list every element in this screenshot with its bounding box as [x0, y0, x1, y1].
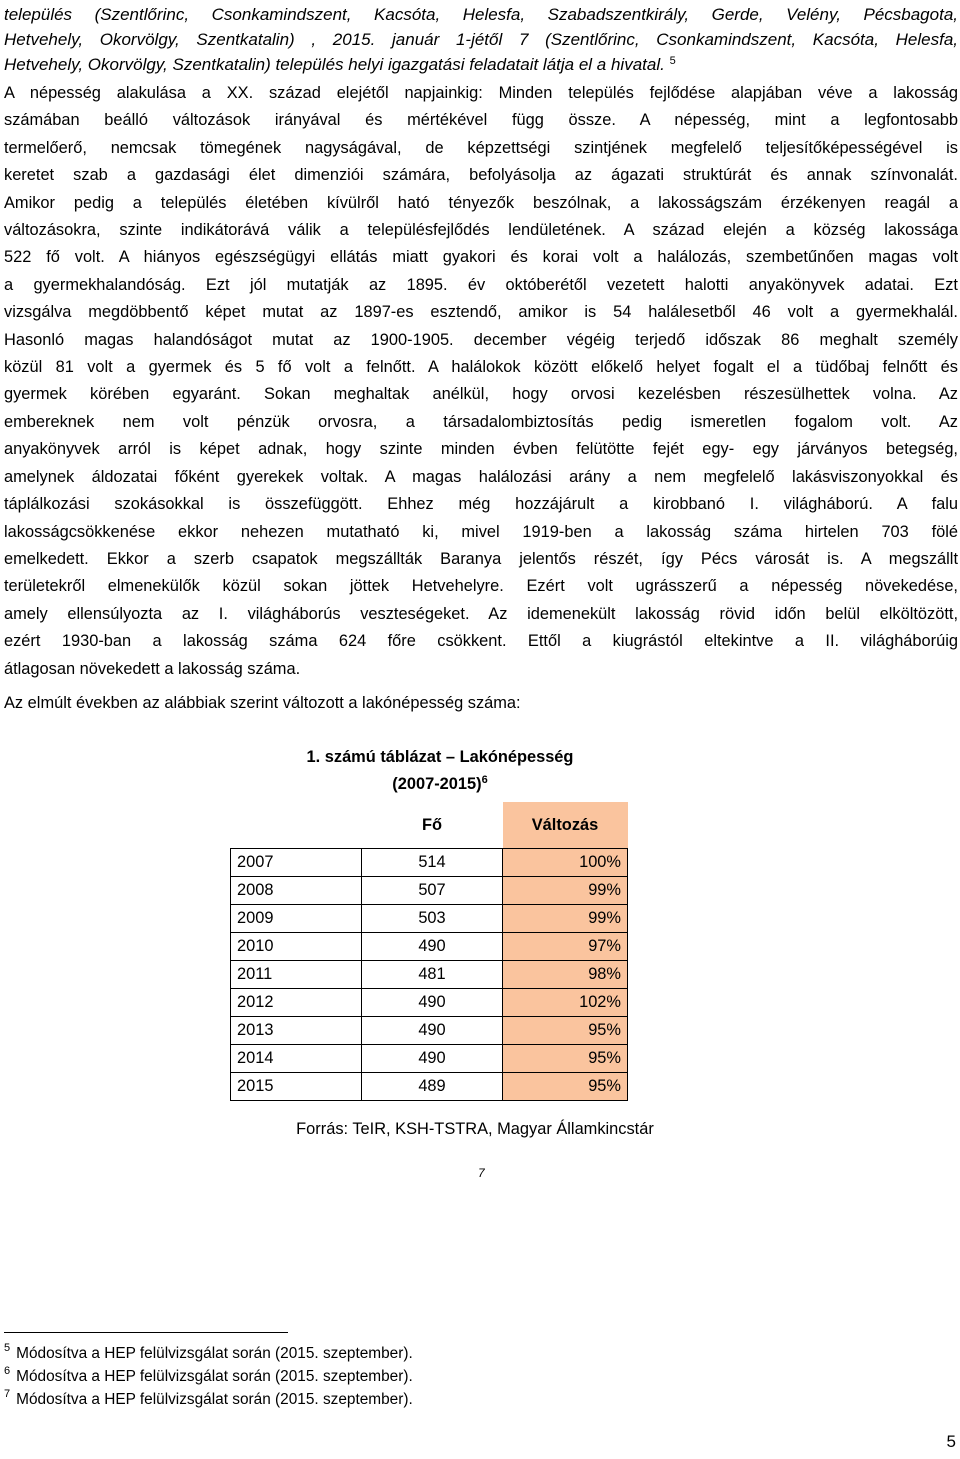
table-row	[231, 989, 628, 1017]
table-title: 1. számú táblázat – Lakónépesség	[306, 748, 574, 766]
table-intro: Az elmúlt években az alábbiak szerint változott a lakónépesség száma:	[4, 694, 521, 712]
footnote-number: 5	[4, 1342, 11, 1354]
change-cell: 99%	[503, 877, 628, 905]
change-cell: 95%	[503, 1045, 628, 1073]
paragraph-line: közül 81 volt a gyermek és 5 fő volt a felnőtt. A halálokok között előkelő helyet fogalt el a tüdőbaj felnőtt és	[4, 358, 958, 377]
year-cell: 2013	[231, 1017, 362, 1045]
table-subtitle: (2007-2015)$^6$	[392, 774, 488, 793]
paragraph-line: lakosságcsökkenése ekkor nehezen mutatható ki, mivel 1919-ben a lakosság száma hirtelen 703 fölé	[4, 522, 958, 541]
population-cell: 507	[362, 877, 503, 905]
table-row	[231, 933, 628, 961]
table-row	[231, 961, 628, 989]
paragraph-line: termelőerő, nemcsak tömegének nagyságával, de képzettségi szintjének megfelelő teljesítőképességével is	[4, 138, 958, 157]
paragraph-line: számában beálló változások irányával és mértékével függ össze. A népesség, mint a legfontosabb	[4, 111, 958, 130]
table-row	[231, 905, 628, 933]
paragraph-line: amely ellensúlyozta az I. világháborús veszteségeket. Az idemenekült lakosság rövid időn belül elköltözött,	[4, 604, 958, 623]
paragraph-line: gyermek körében egyaránt. Sokan meghaltak anélkül, hogy orvosi kezelésben részesülhettek volna. Az	[4, 385, 958, 404]
paragraph-line: Hasonló magas halandóságot mutat az 1900-1905. december végéig terjedő időszak 86 meghalt személy	[4, 330, 958, 349]
table-header-row	[231, 802, 628, 849]
table-row	[231, 1045, 628, 1073]
year-cell: 2015	[231, 1073, 362, 1101]
population-cell: 490	[362, 1045, 503, 1073]
year-cell: 2014	[231, 1045, 362, 1073]
population-table	[230, 802, 628, 1101]
year-cell: 2009	[231, 905, 362, 933]
change-cell: 99%	[503, 905, 628, 933]
paragraph-line: átlagosan növekedett a lakosság száma.	[4, 659, 301, 678]
change-cell: 97%	[503, 933, 628, 961]
paragraph-line: Amikor pedig a település életében kívülről ható tényezők beszólnak, a lakosságszám érzékenyen reagál a	[4, 193, 958, 212]
paragraph-line: változásokra, szinte indikátorává válik a településfejlődés lendületének. A század elején a község lakossága	[4, 221, 958, 240]
table-source: Forrás: TeIR, KSH-TSTRA, Magyar Államkincstár	[296, 1120, 654, 1138]
year-cell: 2012	[231, 989, 362, 1017]
year-cell: 2008	[231, 877, 362, 905]
population-cell: 490	[362, 933, 503, 961]
header-valtozas: Változás	[503, 802, 628, 849]
change-cell: 95%	[503, 1073, 628, 1101]
paragraph-line: anyakönyvek arról is képet adnak, hogy szinte minden évben felütötte fejét egy- egy járványos betegség,	[4, 440, 958, 459]
footnote-number: 7	[4, 1388, 11, 1400]
note-line: település (Szentlőrinc, Csonkamindszent, Kacsóta, Helesfa, Szabadszentkirály, Gerde, Velény, Pécsbagota,	[4, 5, 958, 24]
header-year	[231, 802, 362, 849]
paragraph-line: embereknek nem volt pénzük orvosra, a társadalombiztosítás pedig ismeretlen fogalom volt. Az	[4, 412, 958, 431]
change-cell: 102%	[503, 989, 628, 1017]
page-number: 5	[946, 1432, 956, 1451]
administrative-note	[4, 2, 958, 77]
note-line: Hetvehely, Okorvölgy, Szentkatalin) , 2015. január 1-jétől 7 (Szentlőrinc, Csonkamindszent, Kacsóta, Helesfa,	[4, 30, 958, 49]
change-cell: 98%	[503, 961, 628, 989]
population-cell: 489	[362, 1073, 503, 1101]
paragraph-line: ezért 1930-ban a lakosság száma 624 főre csökkent. Ettől a kiugrástól eltekintve a II. világháborúig	[4, 632, 958, 651]
table-row	[231, 1073, 628, 1101]
footnote-ref: 5	[669, 55, 676, 67]
header-fo: Fő	[421, 815, 443, 834]
year-cell: 2010	[231, 933, 362, 961]
population-cell: 514	[362, 849, 503, 877]
year-cell: 2007	[231, 849, 362, 877]
paragraph-line: területekről elmenekülők közül sokan jöttek Hetvehelyre. Ezért volt ugrásszerű a népesség növekedése,	[4, 577, 958, 596]
population-cell: 503	[362, 905, 503, 933]
footnotes	[4, 1342, 413, 1411]
table-row	[231, 849, 628, 877]
year-cell: 2011	[231, 961, 362, 989]
table-row	[231, 877, 628, 905]
note-line: Hetvehely, Okorvölgy, Szentkatalin) település helyi igazgatási feladatait látja el a hivatal. $^5$	[4, 55, 676, 74]
paragraph-line: táplálkozási szokásokkal is összefüggött. Ehhez még hozzájárult a kirobbanó I. világháború. A falu	[4, 495, 958, 514]
footnote-number: 6	[4, 1365, 11, 1377]
paragraph-line: emelkedett. Ekkor a szerb csapatok megszállták Baranya jelentős részét, így Pécs városát is. A megszállt	[4, 549, 958, 568]
footnote: $^7$ Módosítva a HEP felülvizsgálat során (2015. szeptember).	[4, 1388, 413, 1408]
population-history-paragraph	[4, 80, 958, 683]
footnote-ref: 7	[478, 1166, 485, 1180]
footnote-ref: 6	[481, 774, 488, 786]
footnote: $^5$ Módosítva a HEP felülvizsgálat során (2015. szeptember).	[4, 1342, 413, 1362]
paragraph-line: 522 fő volt. A hiányos egészségügyi ellátás miatt gyakori és korai volt a halálozás, szembetűnően magas volt	[4, 248, 958, 267]
population-cell: 490	[362, 989, 503, 1017]
footnote-divider	[4, 1332, 288, 1333]
paragraph-line: a gyermekhalandóság. Ezt jól mutatják az 1895. év októberétől vezetett halotti anyakönyvek adatai. Ezt	[4, 275, 958, 294]
population-cell: 490	[362, 1017, 503, 1045]
change-cell: 100%	[503, 849, 628, 877]
table-row	[231, 1017, 628, 1045]
paragraph-line: A népesség alakulása a XX. század elejétől napjainkig: Minden település fejlődése alapjában véve a lakosság	[4, 84, 958, 102]
paragraph-line: keretet szab a gazdasági élet dimenziói számára, befolyásolja az ágazati struktúrát és annak színvonalát.	[4, 166, 958, 185]
paragraph-line: vizsgálva megdöbbentő képet mutat az 1897-es esztendő, amikor is 54 halálesetből 46 volt a gyermekhalál.	[4, 303, 958, 322]
change-cell: 95%	[503, 1017, 628, 1045]
population-cell: 481	[362, 961, 503, 989]
paragraph-line: amelynek áldozatai főként gyerekek voltak. A magas halálozási arány a nem megfelelő lakásviszonyokkal és	[4, 467, 958, 486]
footnote: $^6$ Módosítva a HEP felülvizsgálat során (2015. szeptember).	[4, 1365, 413, 1385]
